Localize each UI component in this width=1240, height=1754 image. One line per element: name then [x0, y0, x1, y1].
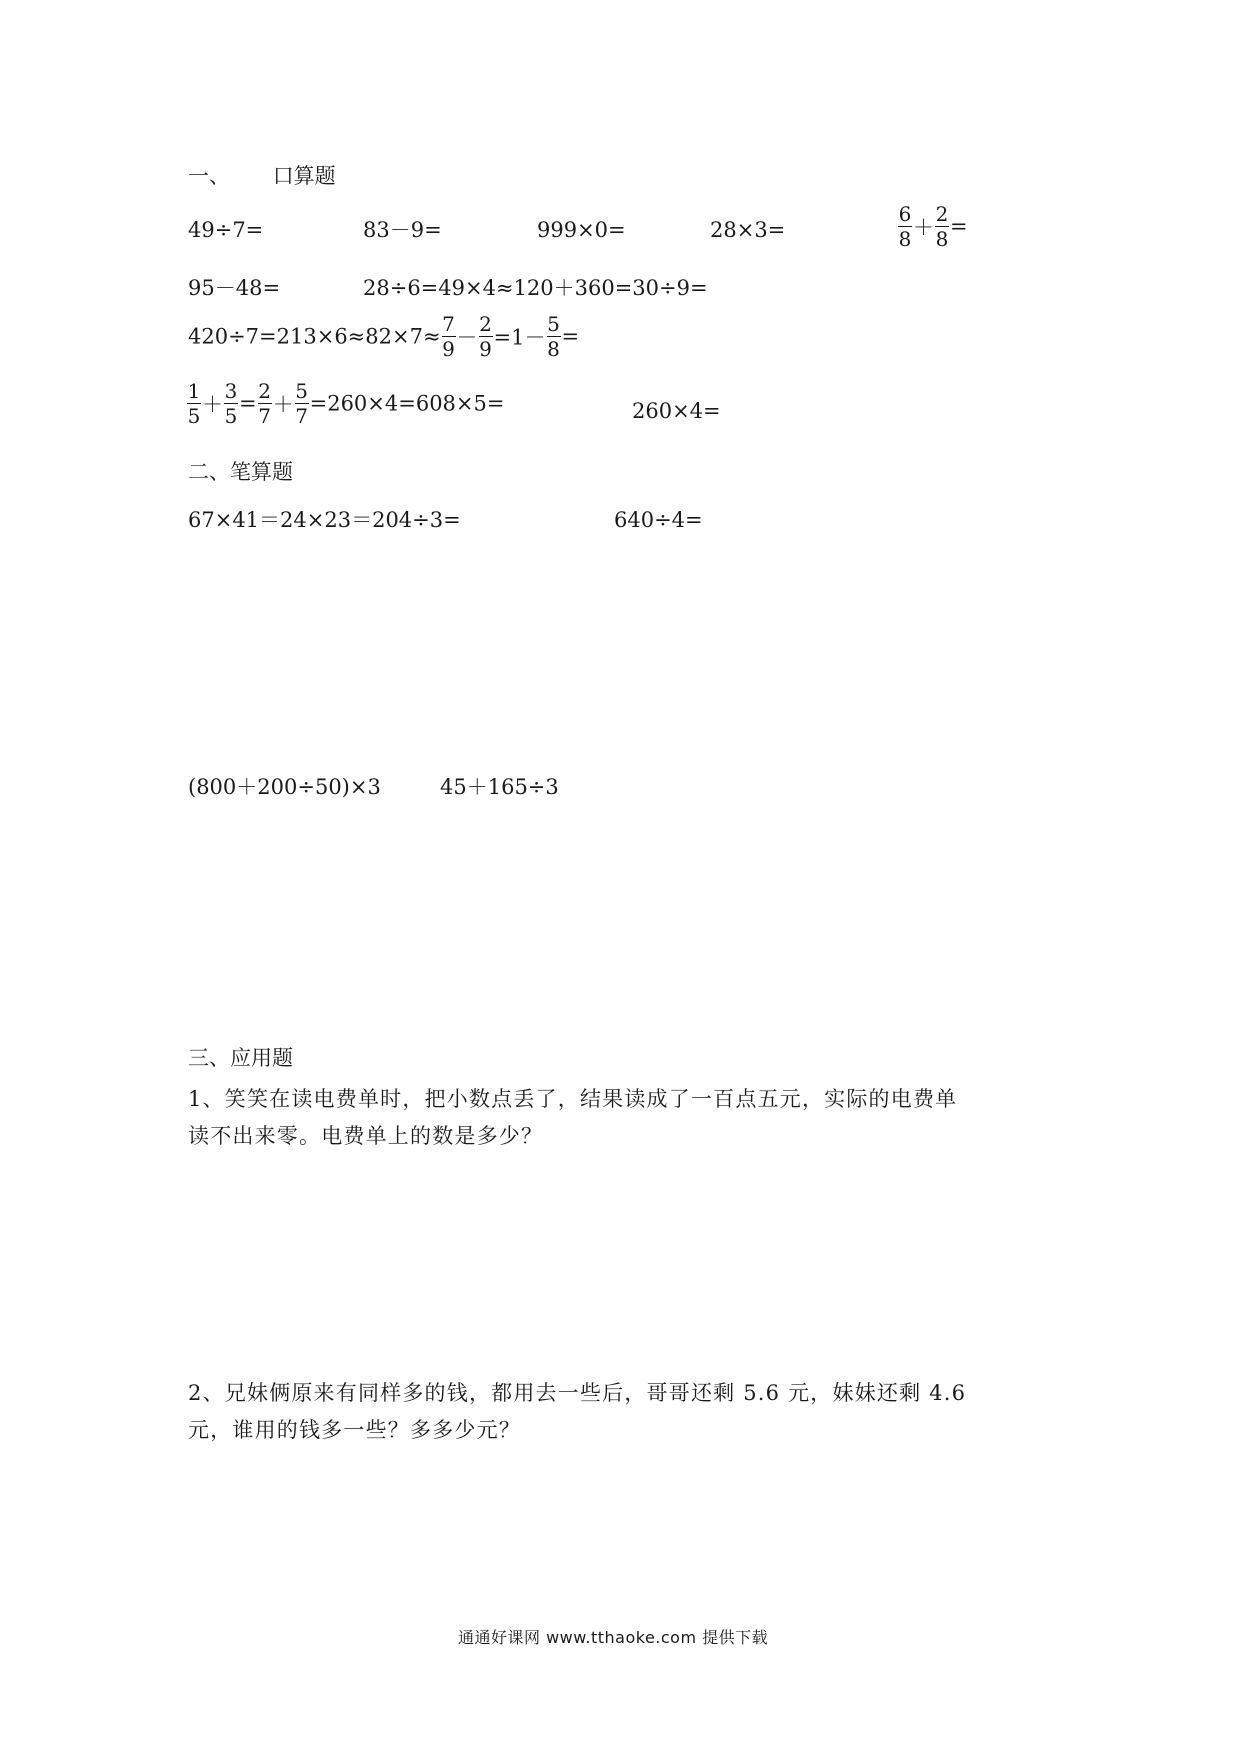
- numerator: 5: [295, 379, 308, 403]
- word-problem-1-line1: 1、笑笑在读电费单时，把小数点丢了，结果读成了一百点五元，实际的电费单: [188, 1087, 958, 1111]
- denominator: 5: [187, 404, 201, 428]
- problem-640-div-4: 640÷4=: [614, 508, 703, 532]
- written-problems-row1: 67×41＝24×23＝204÷3=: [188, 508, 461, 532]
- section1-heading-number: 一、: [188, 164, 230, 188]
- denominator: 9: [479, 337, 492, 361]
- word-problem-2-line2: 元，谁用的钱多一些？多多少元？: [188, 1418, 521, 1442]
- fraction: [224, 380, 238, 427]
- fraction-sum-6-8-2-8: [897, 203, 968, 250]
- fraction: [479, 313, 493, 360]
- fraction: [442, 313, 456, 360]
- problem-mixed-expression-1: (800＋200÷50)×3: [188, 775, 381, 799]
- denominator: 5: [224, 404, 238, 428]
- operator: ＋: [272, 392, 294, 417]
- numerator: 2: [258, 379, 271, 403]
- problem-row4: [186, 380, 504, 427]
- numerator: 7: [442, 312, 455, 336]
- section1-heading: [188, 160, 336, 190]
- fraction: [547, 313, 561, 360]
- numerator: 2: [935, 202, 949, 226]
- problem-28-times-3: 28×3=: [710, 218, 786, 242]
- section1-heading-title: 口算题: [272, 164, 336, 188]
- row3-prefix: 420÷7=213×6≈82×7≈: [188, 324, 441, 349]
- problem-row3: [188, 313, 579, 360]
- operator: －: [456, 325, 478, 350]
- denominator: 7: [295, 404, 308, 428]
- equals: =: [561, 324, 580, 349]
- operator: ＋: [913, 215, 934, 240]
- word-problem-1-line2: 读不出来零。电费单上的数是多少？: [188, 1124, 544, 1148]
- fraction: [898, 203, 912, 250]
- problem-row2-combined: 28÷6=49×4≈120＋360=30÷9=: [363, 276, 708, 300]
- row4-tail: =260×4=608×5=: [309, 391, 505, 416]
- equals: =: [950, 214, 968, 239]
- section3-heading: 三、应用题: [188, 1046, 293, 1070]
- problem-83-minus-9: 83－9=: [363, 218, 442, 242]
- operator: =1－: [493, 325, 546, 350]
- numerator: 6: [898, 202, 912, 226]
- numerator: 5: [547, 312, 560, 336]
- problem-260-times-4: 260×4=: [632, 399, 721, 423]
- fraction: [295, 380, 309, 427]
- denominator: 8: [935, 227, 949, 251]
- problem-mixed-expression-2: 45＋165÷3: [440, 775, 559, 799]
- problem-95-minus-48: 95－48=: [188, 276, 281, 300]
- problem-49-div-7: 49÷7=: [188, 218, 264, 242]
- denominator: 8: [898, 227, 912, 251]
- denominator: 7: [258, 404, 271, 428]
- numerator: 2: [479, 312, 492, 336]
- denominator: 9: [442, 337, 455, 361]
- denominator: 8: [547, 337, 560, 361]
- numerator: 3: [224, 379, 238, 403]
- word-problem-2-line1: 2、兄妹俩原来有同样多的钱，都用去一些后，哥哥还剩 5.6 元，妹妹还剩 4.6: [188, 1381, 967, 1405]
- footer-source-text: 通通好课网 www.tthaoke.com 提供下载: [458, 1628, 769, 1647]
- operator: ＋: [202, 392, 223, 417]
- equals: =: [239, 391, 257, 416]
- numerator: 1: [187, 379, 201, 403]
- section2-heading: 二、笔算题: [188, 460, 293, 484]
- fraction: [258, 380, 272, 427]
- fraction: [935, 203, 949, 250]
- problem-999-times-0: 999×0=: [537, 218, 626, 242]
- fraction: [187, 380, 201, 427]
